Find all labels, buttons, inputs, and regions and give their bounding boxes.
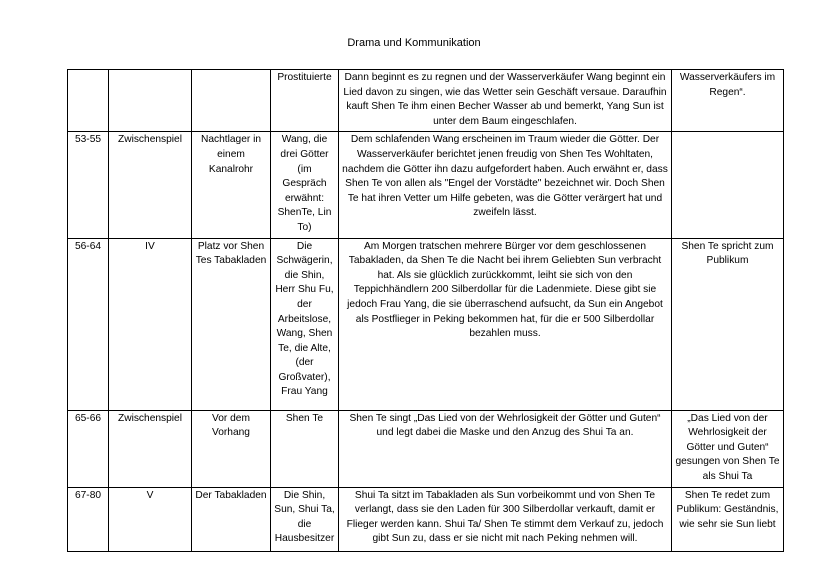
- cell-act: V: [109, 487, 192, 551]
- cell-place: [192, 70, 271, 132]
- cell-characters: Prostituierte: [271, 70, 339, 132]
- cell-notes: Shen Te spricht zum Publikum: [672, 238, 784, 410]
- cell-notes: [672, 132, 784, 238]
- page-title: Drama und Kommunikation: [347, 37, 481, 49]
- cell-content: Dann beginnt es zu regnen und der Wasserverkäufer Wang beginnt ein Lied davon zu singen, wie das Wetter sein Geschäft versaue. Daraufhin kauft Shen Te ihm einen Becher Wasser ab und bemerkt, Yang Sun ist unter dem Baum eingeschlafen.: [339, 70, 672, 132]
- table-row: [68, 70, 784, 132]
- cell-act: Zwischenspiel: [109, 132, 192, 238]
- cell-pages: [68, 70, 109, 132]
- cell-notes: Shen Te redet zum Publikum: Geständnis, wie sehr sie Sun liebt: [672, 487, 784, 551]
- cell-pages: 67-80: [68, 487, 109, 551]
- cell-characters: Die Schwägerin, die Shin, Herr Shu Fu, der Arbeitslose, Wang, Shen Te, die Alte, (der Großvater), Frau Yang: [271, 238, 339, 410]
- cell-act: IV: [109, 238, 192, 410]
- table-row: [68, 410, 784, 487]
- table-row: [68, 132, 784, 238]
- cell-characters: Die Shin, Sun, Shui Ta, die Hausbesitzer: [271, 487, 339, 551]
- cell-pages: 65-66: [68, 410, 109, 487]
- cell-content: Dem schlafenden Wang erscheinen im Traum wieder die Götter. Der Wasserverkäufer berichtet jenen freudig von Shen Tes Wohltaten, nachdem die Götter ihn dazu aufgefordert haben. Auch erwähnt er, dass Shen Te von allen als "Engel der Vorstädte" bezeichnet wir. Doch Shen Te hat ihren Vetter um Hilfe gebeten, was die Götter verärgert hat und zweifeln lässt.: [339, 132, 672, 238]
- cell-characters: Shen Te: [271, 410, 339, 487]
- table-row: [68, 238, 784, 410]
- table-row: [68, 487, 784, 551]
- cell-pages: 56-64: [68, 238, 109, 410]
- cell-pages: 53-55: [68, 132, 109, 238]
- cell-place: Platz vor Shen Tes Tabakladen: [192, 238, 271, 410]
- cell-notes: Wasserverkäufers im Regen“.: [672, 70, 784, 132]
- cell-place: Der Tabakladen: [192, 487, 271, 551]
- cell-place: Nachtlager in einem Kanalrohr: [192, 132, 271, 238]
- scene-overview-table: [67, 69, 784, 552]
- cell-place: Vor dem Vorhang: [192, 410, 271, 487]
- cell-notes: „Das Lied von der Wehrlosigkeit der Götter und Guten“ gesungen von Shen Te als Shui Ta: [672, 410, 784, 487]
- cell-characters: Wang, die drei Götter (im Gespräch erwähnt: ShenTe, Lin To): [271, 132, 339, 238]
- cell-act: [109, 70, 192, 132]
- cell-content: Am Morgen tratschen mehrere Bürger vor dem geschlossenen Tabakladen, da Shen Te die Nacht bei ihrem Geliebten Sun verbracht hat. Als sie glücklich zurückkommt, leiht sie sich von den Teppichhändlern 200 Silberdollar für die Ladenmiete. Diese gibt sie jedoch Frau Yang, die sie überraschend aufsucht, da Sun ein Angebot als Postflieger in Peking bekommen hat, für die er 500 Silberdollar bezahlen muss.: [339, 238, 672, 410]
- cell-act: Zwischenspiel: [109, 410, 192, 487]
- cell-content: Shen Te singt „Das Lied von der Wehrlosigkeit der Götter und Guten“ und legt dabei die Maske und den Anzug des Shui Ta an.: [339, 410, 672, 487]
- cell-content: Shui Ta sitzt im Tabakladen als Sun vorbeikommt und von Shen Te verlangt, dass sie den Laden für 300 Silberdollar verkauft, damit er Flieger werden kann. Shui Ta/ Shen Te stimmt dem Verkauf zu, jedoch gibt Sun zu, dass er sie nicht mit nach Peking nehmen will.: [339, 487, 672, 551]
